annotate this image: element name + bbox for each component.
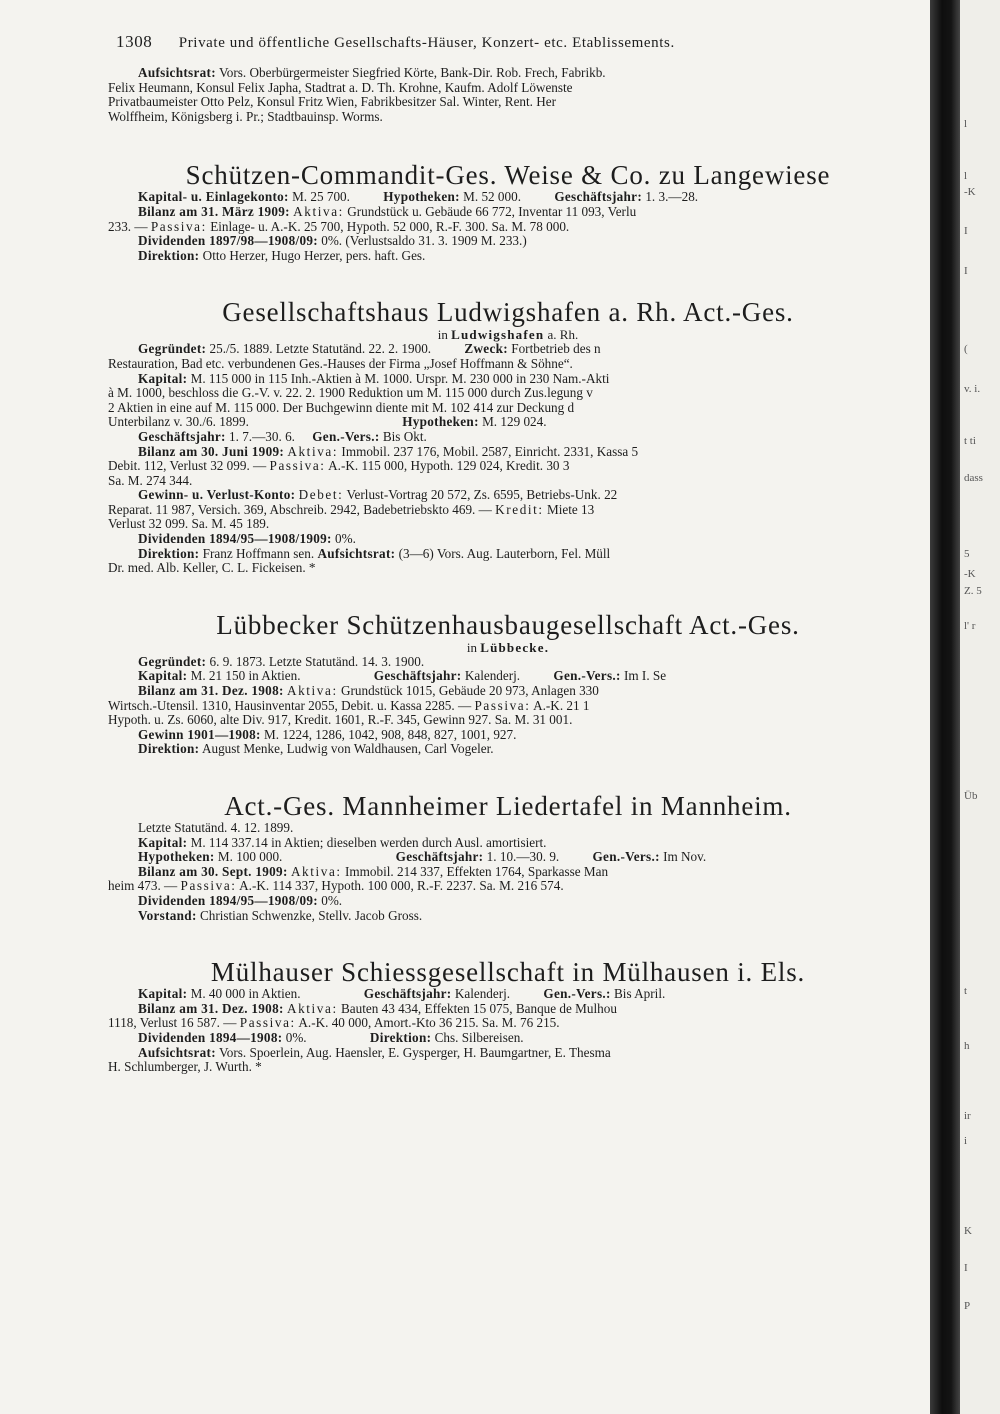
page-content <box>108 66 908 1109</box>
intro-aufsichtsrat: Aufsichtsrat: Vors. Oberbürgermeister Siegfried Körte, Bank-Dir. Rob. Frech, Fabrikb. Felix Heumann, Konsul Felix Japha, Stadtrat a. D. Th. Krohne, Kaufm. Adolf Löwenste Privatbaumeister Otto Pelz, Konsul Fritz Wien, Fabrikbesitzer Sal. Winter, Rent. Her Wolffheim, Königsberg i. Pr.; Stadtbauinsp. Worms. <box>108 66 606 124</box>
entry-muelhausen: Mülhauser Schiessgesellschaft in Mülhausen i. Els. Kapital: M. 40 000 in Aktien. Geschäftsjahr: Kalenderj. Gen.-Vers.: Bis April. Bilanz am 31. Dez. 1908: Aktiva: Bauten 43 434, Effekten 15 075, Banque de Mulhou 1118, Verlust 16 587. — Passiva: A.-K. 40 000, Amort.-Kto 36 215. Sa. M. 76 215. Dividenden 1894—1908: 0%. Direktion: Chs. Silbereisen. Aufsichtsrat: Vors. Spoerlein, Aug. Haensler, E. Gysperger, H. Baumgartner, E. Thesma H. Schlumberger, J. Wurth. * <box>108 957 908 1075</box>
entry-title: Gesellschaftshaus Ludwigshafen a. Rh. Act.-Ges. <box>222 297 794 328</box>
page-header <box>116 32 916 52</box>
entry-ludwigshafen: Gesellschaftshaus Ludwigshafen a. Rh. Act.-Ges. in Ludwigshafen a. Rh. Gegründet: 25./5. 1889. Letzte Statutänd. 22. 2. 1900. Zweck: Fortbetrieb des n Restauration, Bad etc. verbundenen Ges.-Hauses der Firma „Josef Hoffmann & Söhne“. Kapital: M. 115 000 in 115 Inh.-Aktien à M. 1000. Urspr. M. 230 000 in 230 Nam.-Akti à M. 1000, beschloss die G.-V. v. 22. 2. 1900 Reduktion um M. 115 000 durch Zus.legung v 2 Aktien in eine auf M. 115 000. Der Buchgewinn diente mit M. 102 414 zur Deckung d Unterbilanz v. 30./6. 1899. Hypotheken: M. 129 024. Geschäftsjahr: 1. 7.—30. 6. Gen.-Vers.: Bis Okt. Bilanz am 30. Juni 1909: Aktiva: Immobil. 237 176, Mobil. 2587, Einricht. 2331, Kassa 5 Debit. 112, Verlust 32 099. — Passiva: A.-K. 115 000, Hypoth. 129 024, Kredit. 30 3 Sa. M. 274 344. Gewinn- u. Verlust-Konto: Debet: Verlust-Vortrag 20 572, Zs. 6595, Betriebs-Unk. 22 Reparat. 11 987, Versich. 369, Abschreib. 2942, Badebetriebskto 469. — Kredit: Miete 13 Verlust 32 099. Sa. M. 45 189. Dividenden 1894/95—1908/1909: 0%. Direktion: Franz Hoffmann sen. Aufsichtsrat: (3—6) Vors. Aug. Lauterborn, Fel. Müll Dr. med. Alb. Keller, C. L. Fickeisen. * <box>108 297 908 576</box>
book-gutter <box>930 0 960 1414</box>
running-title: Private und öffentliche Gesellschafts-Häuser, Konzert- etc. Etablissements. <box>178 35 675 51</box>
entry-title: Schützen-Commandit-Ges. Weise & Co. zu Langewiese <box>185 160 831 191</box>
entry-luebbecke: Lübbecker Schützenhausbaugesellschaft Act.-Ges. in Lübbecke. Gegründet: 6. 9. 1873. Letzte Statutänd. 14. 3. 1900. Kapital: M. 21 150 in Aktien. Geschäftsjahr: Kalenderj. Gen.-Vers.: Im I. Se Bilanz am 31. Dez. 1908: Aktiva: Grundstück 1015, Gebäude 20 973, Anlagen 330 Wirtsch.-Utensil. 1310, Hausinventar 2055, Debit. u. Kassa 2285. — Passiva: A.-K. 21 1 Hypoth. u. Zs. 6060, alte Div. 917, Kredit. 1601, R.-F. 345, Gewinn 927. Sa. M. 31 001. Gewinn 1901—1908: M. 1224, 1286, 1042, 908, 848, 827, 1001, 927. Direktion: August Menke, Ludwig von Waldhausen, Carl Vogeler. <box>108 610 908 757</box>
entry-title: Act.-Ges. Mannheimer Liedertafel in Mannheim. <box>224 791 792 821</box>
entry-mannheim: Act.-Ges. Mannheimer Liedertafel in Mannheim. Letzte Statutänd. 4. 12. 1899. Kapital: M. 114 337.14 in Aktien; dieselben werden durch Ausl. amortisiert. Hypotheken: M. 100 000. Geschäftsjahr: 1. 10.—30. 9. Gen.-Vers.: Im Nov. Bilanz am 30. Sept. 1909: Aktiva: Immobil. 214 337, Effekten 1764, Sparkasse Man heim 473. — Passiva: A.-K. 114 337, Hypoth. 100 000, R.-F. 2237. Sa. M. 216 574. Dividenden 1894/95—1908/09: 0%. Vorstand: Christian Schwenzke, Stellv. Jacob Gross. <box>108 791 908 923</box>
adjacent-page-edge: l l -K I I ( v. i. t ti dass 5 -K Z. 5 l' r Üb t h ir i K I P <box>960 0 1000 1414</box>
page-number: 1308 <box>116 32 153 51</box>
entry-title: Lübbecker Schützenhausbaugesellschaft Act.-Ges. <box>216 609 800 640</box>
entry-title: Mülhauser Schiessgesellschaft in Mülhausen i. Els. <box>210 957 806 988</box>
entry-location: in Lübbecke. <box>466 639 550 655</box>
intro-label: Aufsichtsrat: <box>138 66 216 80</box>
entry-location: in Ludwigshafen a. Rh. <box>437 327 579 343</box>
entry-langewiese: Schützen-Commandit-Ges. Weise & Co. zu Langewiese Kapital- u. Einlagekonto: M. 25 700. Hypotheken: M. 52 000. Geschäftsjahr: 1. 3.—28. Bilanz am 31. März 1909: Aktiva: Grundstück u. Gebäude 66 772, Inventar 11 093, Verlu 233. — Passiva: Einlage- u. A.-K. 25 700, Hypoth. 52 000, R.-F. 300. Sa. M. 78 000. Dividenden 1897/98—1908/09: 0%. (Verlustsaldo 31. 3. 1909 M. 233.) Direktion: Otto Herzer, Hugo Herzer, pers. haft. Ges. <box>108 160 908 263</box>
